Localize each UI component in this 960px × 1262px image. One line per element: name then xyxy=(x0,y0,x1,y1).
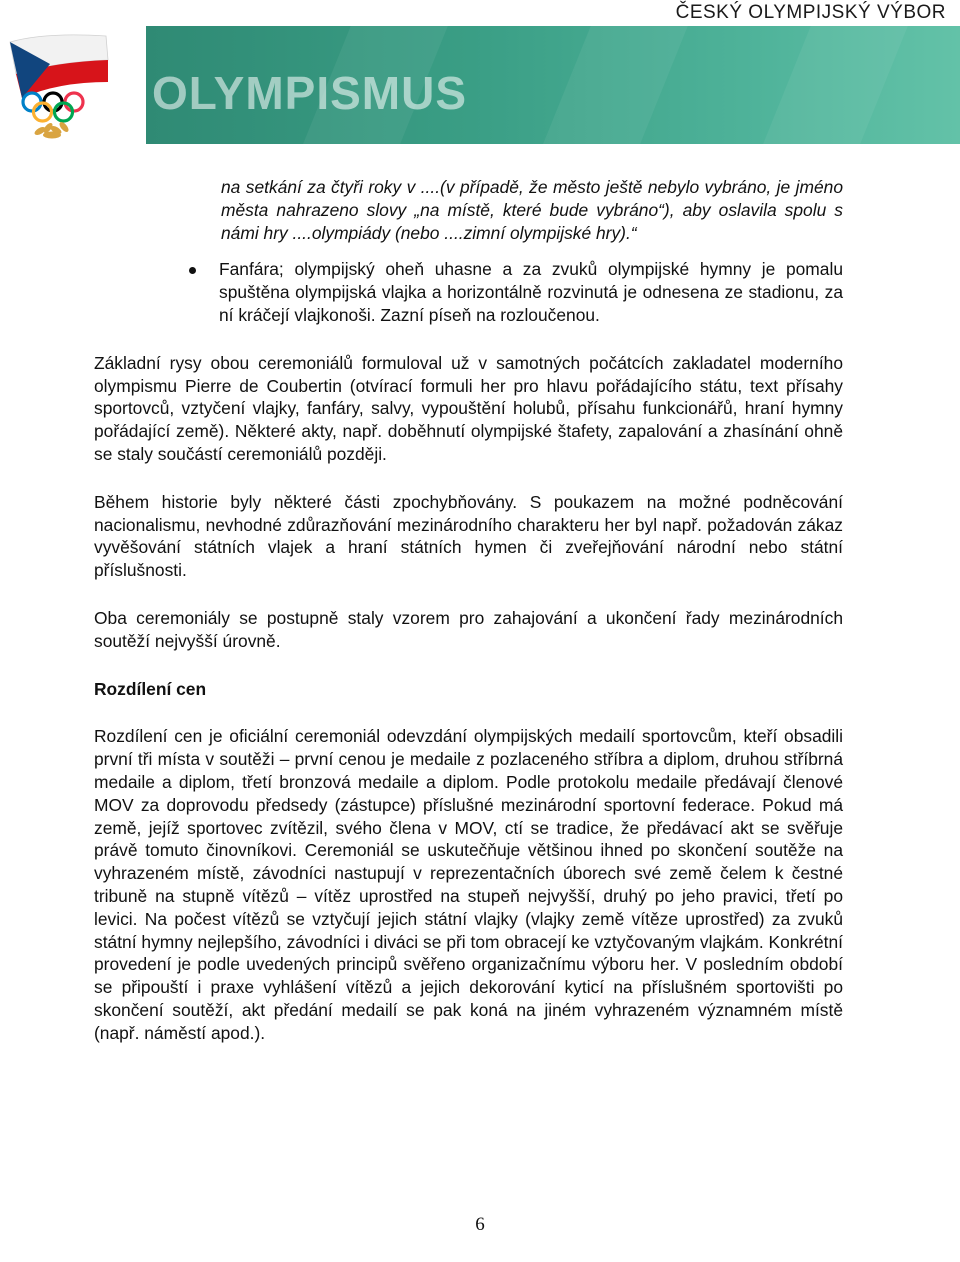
olympismus-banner xyxy=(146,26,960,144)
bullet-icon xyxy=(189,267,196,274)
paragraph-ceremony-model: Oba ceremoniály se postupně staly vzorem pro zahajování a ukončení řady mezinárodních soutěží nejvyšší úrovně. xyxy=(94,607,843,651)
page-number: 6 xyxy=(475,1214,485,1235)
banner-title: OLYMPISMUS xyxy=(152,67,468,119)
document-body xyxy=(94,176,843,1045)
ring-red xyxy=(65,93,83,111)
paragraph-ceremonial-origins: Základní rysy obou ceremoniálů formuloval už v samotných počátcích zakladatel moderního olympismu Pierre de Coubertin (otvírací formuli her pro hlavu pořádajícího státu, text přísahy sportovců, vztyčení vlajky, fanfáry, salvy, vypouštění holubů, přísahu funkcionářů, hraní hymny pořádající země). Některé akty, např. doběhnutí olympijské štafety, zapalování a zhasínání ohně se staly součástí ceremoniálů později. xyxy=(94,352,843,464)
ring-black xyxy=(44,93,62,111)
page-header xyxy=(0,26,960,144)
laurel-icon xyxy=(33,120,70,138)
paragraph-history-controversy: Během historie byly některé části zpochybňovány. S poukazem na možné podněcování nacionalismu, nevhodné zdůrazňování mezinárodního charakteru her byl např. požadován zákaz vyvěšování státních vlajek a hraní státních hymen či zveřejňování národní nebo státní příslušnosti. xyxy=(94,491,843,581)
czech-olympic-logo xyxy=(6,28,114,140)
list-item xyxy=(219,258,843,326)
paragraph-medal-ceremony: Rozdílení cen je oficiální ceremoniál odevzdání olympijských medailí sportovcům, kteří obsadili první tři místa v soutěži – první cenou je medaile z pozlaceného stříbra a diplom, druhou stříbrná medaile a diplom, třetí bronzová medaile a diplom. Podle protokolu medaile předávají členové MOV za doprovodu předsedy (zástupce) příslušné mezinárodní sportovní federace. Pokud má země, jejíž sportovec zvítězil, svého člena v MOV, ctí se tradice, že předávací akt se svěřuje právě tomuto činovníkovi. Ceremoniál se uskutečňuje většinou ihned po skončení soutěže na vyhrazeném místě, závodníci nastupují v reprezentačních úborech své země čelem k čestné tribuně na stupně vítězů – vítěz uprostřed na stupeň nejvyšší, druhý po jeho pravici, třetí po levici. Na počest vítězů se vztyčují jejich státní vlajky (vlajky země vítěze uprostřed) za zvuků státní hymny nejlepšího, závodníci i diváci se při tom obracejí ke vztyčovaným vlajkám. Konkrétní provedení je podle uvedených principů svěřeno organizačnímu výboru her. V posledním období se připouští i praxe vyhlášení vítězů a jejich dekorování kyticí na příslušném sportovišti po skončení soutěží, akt předání medailí se pak koná na jiném vyhrazeném významném místě (např. náměstí apod.). xyxy=(94,726,843,1043)
oath-continuation-text: na setkání za čtyři roky v ....(v případě, že město ještě nebylo vybráno, je jméno města nahrazeno slovy „na místě, které bude vybráno“), aby oslavila spolu s námi hry ....olympiády (nebo ....zimní olympijské hry).“ xyxy=(221,177,843,243)
ring-green xyxy=(55,103,73,121)
section-heading: Rozdílení cen xyxy=(94,678,207,699)
bullet-text: Fanfára; olympijský oheň uhasne a za zvuků olympijské hymny je pomalu spuštěna olympijská vlajka a horizontálně rozvinutá je odnesena ze stadionu, za ní kráčejí vlajkonoši. Zazní píseň na rozloučenou. xyxy=(219,259,843,325)
ring-blue xyxy=(23,93,41,111)
organization-name: ČESKÝ OLYMPIJSKÝ VÝBOR xyxy=(675,2,946,23)
ring-yellow xyxy=(34,103,52,121)
